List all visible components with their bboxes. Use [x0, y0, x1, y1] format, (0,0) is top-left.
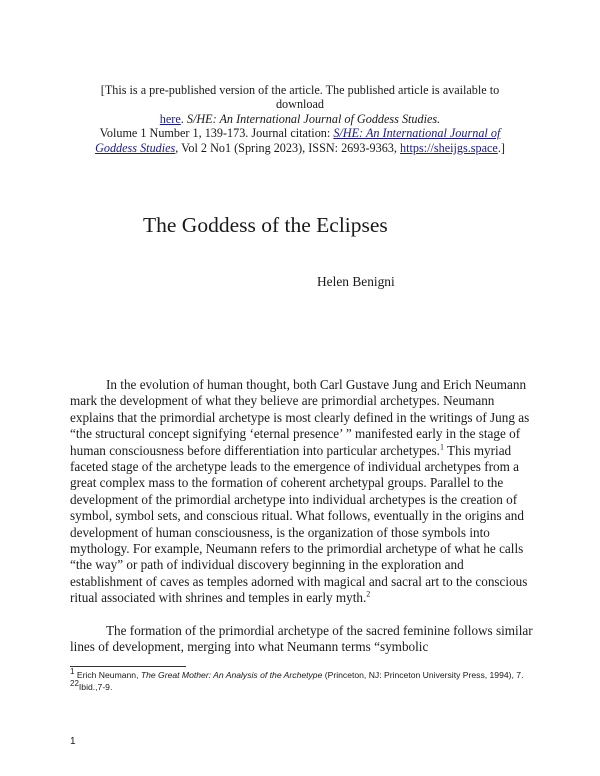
footnote-ref-1[interactable]: 1 [439, 442, 444, 452]
download-here-link[interactable]: here [159, 111, 181, 126]
article-title: The Goddess of the Eclipses [143, 213, 388, 237]
author-name: Helen Benigni [317, 274, 395, 289]
page-number: 1 [70, 736, 76, 747]
citation-details: , Vol 2 No1 (Spring 2023), ISSN: 2693-9363, [175, 140, 397, 155]
article-header-note: [This is a pre-published version of the article. The published article is available to download here. S/HE: An International Journal of Goddess Studies. Volume 1 Number 1, 139-173. Journal citation: S/HE: An International Journal of Goddess Studies, Vol 2 No1 (Spring 2023), ISSN: 2693-9363, https://sheijgs.space.] [95, 83, 505, 155]
header-line-1: [This is a pre-published version of the article. The published article is available to download [100, 83, 500, 112]
paragraph-2: The formation of the primordial archetype of the sacred feminine follows similar lines of development, merging into what Neumann terms “symbolic [70, 622, 533, 655]
paragraph-1: In the evolution of human thought, both Carl Gustave Jung and Erich Neumann mark the development of what they believe are primordial archetypes. Neumann explains that the primordial archetype is most clearly defined in the writings of Jung as “the structural concept signifying ‘eternal presence’ ” manifested early in the stage of human consciousness before differentiation into particular archetypes.$^1$ This myriad faceted stage of the archetype leads to the emergence of individual archetypes from a great complex mass to the formation of coherent archetypal groups. Parallel to the development of the primordial archetype into individual archetypes is the creation of symbol, symbol sets, and conscious ritual. What follows, eventually in the origins and development of human consciousness, is the organization of those symbols into mythology. For example, Neumann refers to the primordial archetype of what he calls “the way” or path of individual discovery beginning in the exploration and establishment of caves as temples adorned with magical and sacral art to the conscious ritual associated with shrines and temples in early myth.$^2$ [70, 377, 530, 606]
journal-name: S/HE: An International Journal of Goddess Studies. [186, 111, 441, 126]
volume-citation-text: Volume 1 Number 1, 139-173. Journal citation: [99, 126, 331, 141]
article-body [70, 377, 536, 672]
journal-url-link[interactable]: https://sheijgs.space [400, 140, 498, 155]
footnotes [70, 667, 540, 693]
header-end: .] [497, 140, 505, 155]
journal-citation-link[interactable]: S/HE: An International Journal of Goddess Studies [95, 126, 501, 155]
footnote-divider [70, 666, 186, 667]
footnote-ref-2[interactable]: 2 [366, 589, 371, 599]
footnote-2: $^{22}$Ibid.,7-9. [70, 678, 113, 692]
footnote-1-book-title: The Great Mother: An Analysis of the Archetype [140, 670, 323, 680]
footnote-1: $^1$ Erich Neumann, The Great Mother: An Analysis of the Archetype (Princeton, NJ: Princeton University Press, 1994), 7. [70, 667, 524, 680]
